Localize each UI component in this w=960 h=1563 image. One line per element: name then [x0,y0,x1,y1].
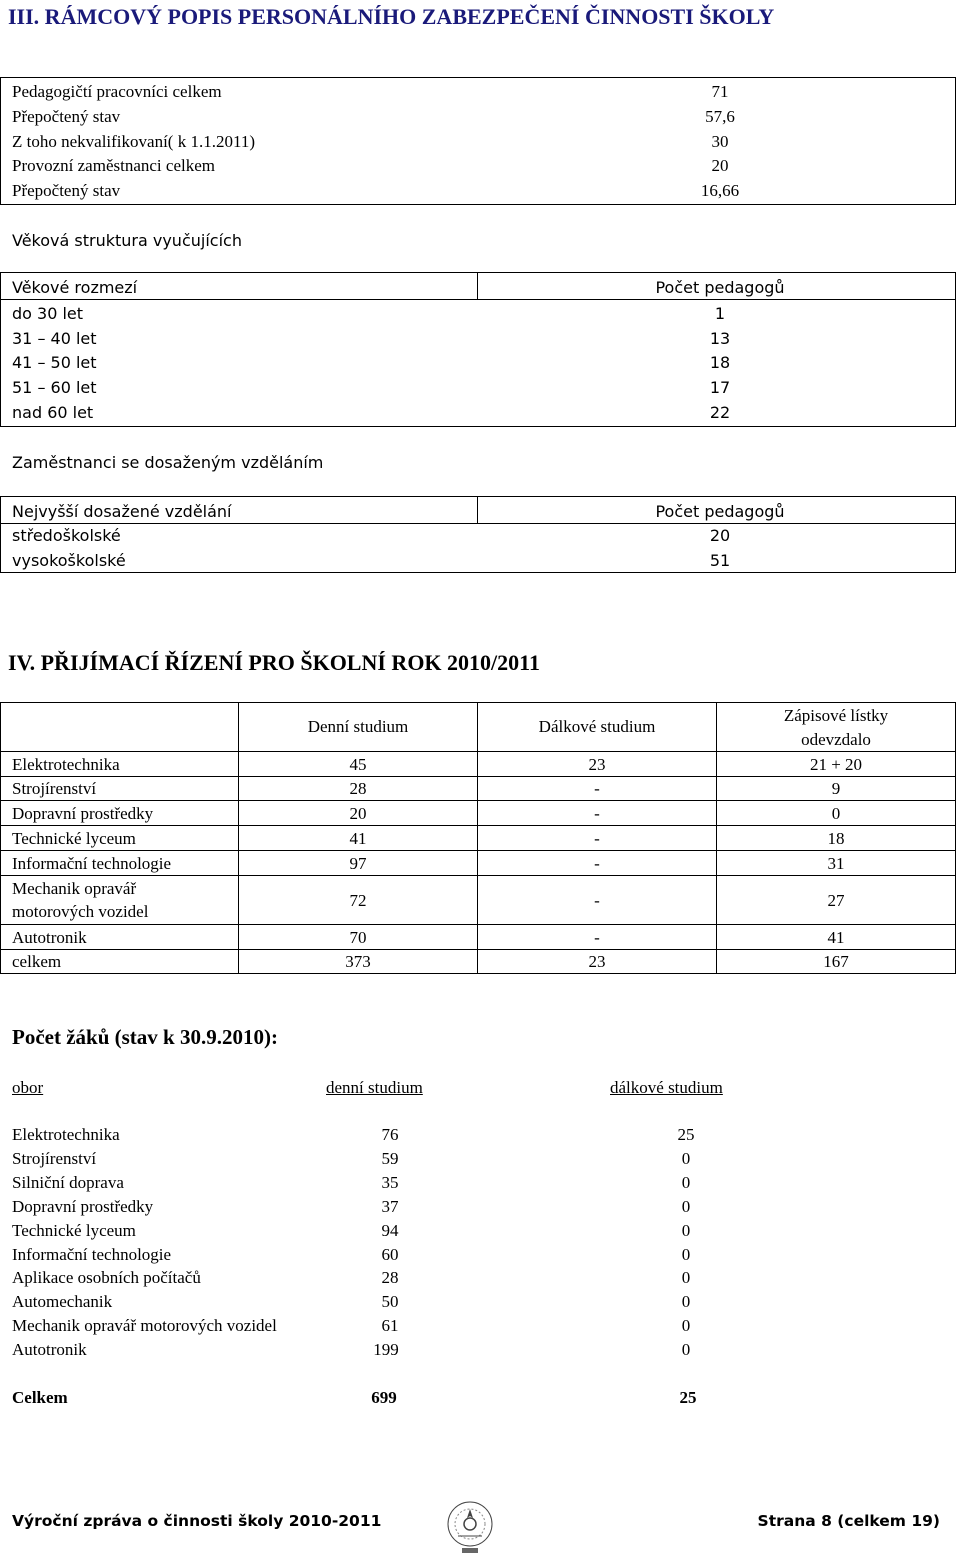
edu-row-value: 20 [709,526,731,545]
section-3-title: III. RÁMCOVÝ POPIS PERSONÁLNÍHO ZABEZPEČENÍ ČINNOSTI ŠKOLY [8,4,775,29]
edu-row-value: 51 [709,551,731,570]
adm-row-denni: 20 [349,804,367,823]
students-total-denni: 699 [371,1388,397,1407]
students-total-label: Celkem [12,1388,68,1407]
students-header-denni: denní studium [326,1078,423,1097]
students-row-dalkove: 0 [681,1149,691,1168]
adm-row-denni: 70 [349,928,367,947]
students-row-label: Elektrotechnika [12,1125,120,1144]
adm-row-dalkove: - [594,804,600,823]
education-title: Zaměstnanci se dosaženým vzděláním [12,453,324,472]
adm-row-label: Dopravní prostředky [12,804,154,823]
students-row-denni: 61 [381,1316,399,1335]
adm-row-denni: 45 [349,755,367,774]
adm-row-label-line2: motorových vozidel [12,902,149,921]
adm-header-dalkove: Dálkové studium [538,717,656,736]
adm-row-label: Elektrotechnika [12,755,120,774]
footer-page-number: Strana 8 (celkem 19) [757,1512,940,1530]
students-row-denni: 35 [381,1173,399,1192]
adm-row-listky: 21 + 20 [809,755,863,774]
adm-row-dalkove: - [594,779,600,798]
adm-total-dalkove: 23 [588,952,606,971]
adm-total-label: celkem [12,952,62,971]
staff-row-label: Přepočtený stav [12,107,121,126]
students-row-denni: 28 [381,1268,399,1287]
adm-row-label: Informační technologie [12,854,172,873]
section-4-title: IV. PŘIJÍMACÍ ŘÍZENÍ PRO ŠKOLNÍ ROK 2010/2011 [8,650,540,675]
adm-row-label-line1: Mechanik opravář [12,879,137,898]
students-row-label: Strojírenství [12,1149,97,1168]
adm-row-denni: 72 [349,891,367,910]
adm-header-listky-1: Zápisové lístky [783,706,889,725]
edu-row-label: vysokoškolské [12,551,126,570]
adm-row-dalkove: - [594,854,600,873]
adm-row-listky: 27 [827,891,845,910]
students-row-label: Aplikace osobních počítačů [12,1268,201,1287]
students-row-dalkove: 25 [677,1125,695,1144]
age-row-value: 1 [714,304,726,323]
adm-row-dalkove: 23 [588,755,606,774]
students-row-denni: 94 [381,1221,399,1240]
staff-row-value: 71 [711,82,729,101]
staff-row-label: Provozní zaměstnanci celkem [12,156,215,175]
students-row-label: Automechanik [12,1292,113,1311]
students-row-dalkove: 0 [681,1245,691,1264]
students-row-denni: 76 [381,1125,399,1144]
school-seal-icon [446,1496,494,1558]
students-row-label: Informační technologie [12,1245,172,1264]
adm-row-listky: 41 [827,928,845,947]
students-row-dalkove: 0 [681,1268,691,1287]
edu-header-count: Počet pedagogů [655,502,785,521]
footer-report-title: Výroční zpráva o činnosti školy 2010-2011 [12,1512,382,1530]
students-row-label: Technické lyceum [12,1221,136,1240]
age-row-value: 13 [709,329,731,348]
adm-header-denni: Denní studium [307,717,409,736]
adm-total-listky: 167 [823,952,849,971]
age-row-label: 51 – 60 let [12,378,97,397]
adm-header-listky-2: odevzdalo [801,730,871,749]
adm-row-label: Strojírenství [12,779,97,798]
adm-row-label: Autotronik [12,928,87,947]
students-row-label: Silniční doprava [12,1173,124,1192]
adm-row-listky: 0 [831,804,841,823]
students-row-denni: 199 [373,1340,399,1359]
edu-row-label: středoškolské [12,526,121,545]
staff-row-label: Z toho nekvalifikovaní( k 1.1.2011) [12,132,255,151]
age-row-label: 31 – 40 let [12,329,97,348]
age-structure-title: Věková struktura vyučujících [12,231,242,250]
adm-row-listky: 31 [827,854,845,873]
students-row-dalkove: 0 [681,1340,691,1359]
students-row-denni: 50 [381,1292,399,1311]
staff-row-value: 57,6 [705,107,735,126]
students-row-dalkove: 0 [681,1197,691,1216]
students-row-denni: 60 [381,1245,399,1264]
adm-row-label: Technické lyceum [12,829,136,848]
students-row-label: Dopravní prostředky [12,1197,154,1216]
students-row-label: Mechanik opravář motorových vozidel [12,1316,277,1335]
age-row-label: do 30 let [12,304,84,323]
adm-row-dalkove: - [594,829,600,848]
students-header-obor: obor [12,1078,44,1097]
adm-row-denni: 41 [349,829,367,848]
students-row-denni: 37 [381,1197,399,1216]
age-header-count: Počet pedagogů [655,278,785,297]
students-row-label: Autotronik [12,1340,87,1359]
adm-row-denni: 97 [349,854,367,873]
adm-row-dalkove: - [594,891,600,910]
staff-row-label: Přepočtený stav [12,181,121,200]
age-row-label: 41 – 50 let [12,353,97,372]
age-row-value: 17 [709,378,731,397]
age-header-range: Věkové rozmezí [12,278,138,297]
age-row-label: nad 60 let [12,403,94,422]
staff-row-value: 16,66 [700,181,740,200]
adm-total-denni: 373 [345,952,371,971]
adm-row-dalkove: - [594,928,600,947]
students-row-dalkove: 0 [681,1173,691,1192]
age-row-value: 22 [709,403,731,422]
adm-row-listky: 9 [831,779,841,798]
students-row-dalkove: 0 [681,1221,691,1240]
students-header-dalkove: dálkové studium [610,1078,723,1097]
edu-header-level: Nejvyšší dosažené vzdělání [12,502,232,521]
age-row-value: 18 [709,353,731,372]
staff-row-value: 30 [711,132,729,151]
adm-row-listky: 18 [827,829,845,848]
students-row-dalkove: 0 [681,1292,691,1311]
students-title: Počet žáků (stav k 30.9.2010): [12,1025,278,1049]
adm-row-denni: 28 [349,779,367,798]
students-total-dalkove: 25 [679,1388,697,1407]
staff-row-value: 20 [711,156,729,175]
staff-row-label: Pedagogičtí pracovníci celkem [12,82,222,101]
students-row-dalkove: 0 [681,1316,691,1335]
students-row-denni: 59 [381,1149,399,1168]
